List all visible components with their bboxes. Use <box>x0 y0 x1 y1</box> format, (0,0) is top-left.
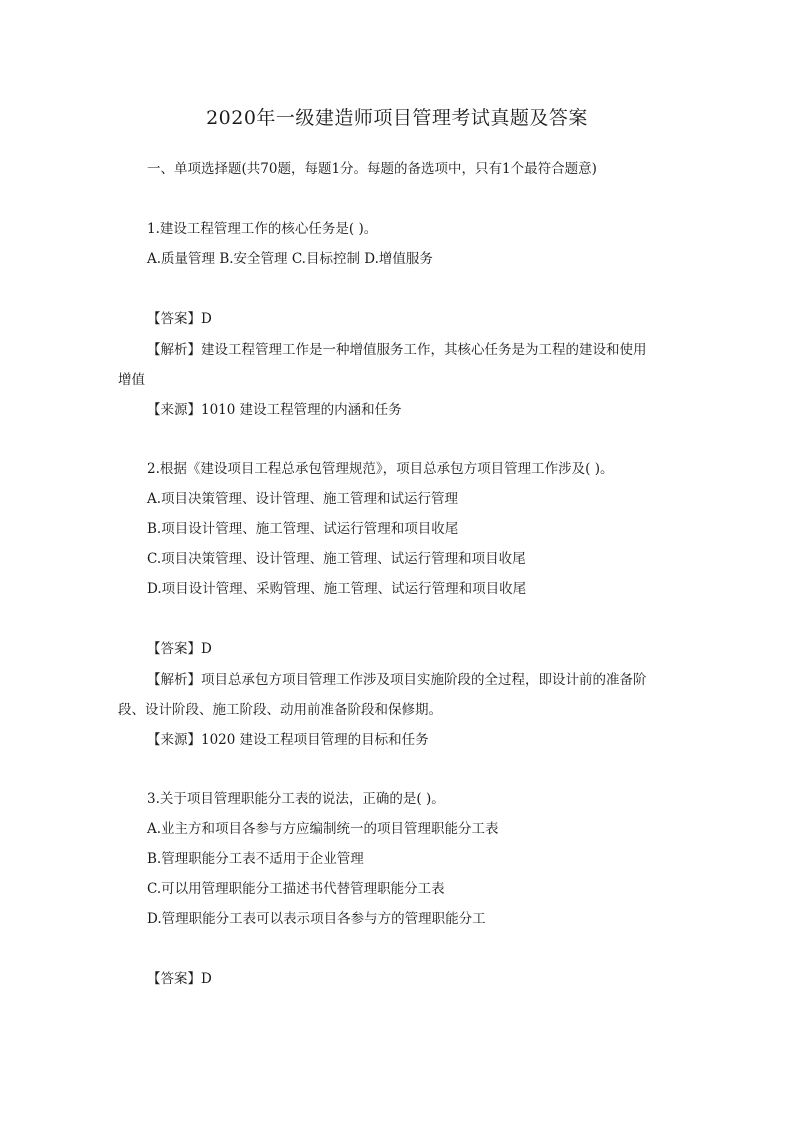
option-c: C.项目决策管理、设计管理、施工管理、试运行管理和项目收尾 <box>147 551 526 567</box>
source-line: 【来源】1010 建设工程管理的内涵和任务 <box>147 402 402 418</box>
question-stem: 3.关于项目管理职能分工表的说法，正确的是( )。 <box>147 791 445 807</box>
question-stem: 1.建设工程管理工作的核心任务是( )。 <box>147 221 378 237</box>
analysis-line: 【解析】项目总承包方项目管理工作涉及项目实施阶段的全过程，即设计前的准备阶 <box>147 672 647 688</box>
option-c: C.可以用管理职能分工描述书代替管理职能分工表 <box>147 881 445 897</box>
option-b: B.管理职能分工表不适用于企业管理 <box>147 851 364 867</box>
source-line: 【来源】1020 建设工程项目管理的目标和任务 <box>147 732 429 748</box>
analysis-line: 【解析】建设工程管理工作是一种增值服务工作，其核心任务是为工程的建设和使用 <box>147 342 647 358</box>
question-options: A.质量管理 B.安全管理 C.目标控制 D.增值服务 <box>147 251 433 267</box>
option-b: B.项目设计管理、施工管理、试运行管理和项目收尾 <box>147 521 459 537</box>
option-d: D.管理职能分工表可以表示项目各参与方的管理职能分工 <box>147 911 486 927</box>
answer-line: 【答案】D <box>147 311 212 327</box>
section-heading: 一、单项选择题(共70题，每题1分。每题的备选项中，只有1个最符合题意) <box>147 161 597 177</box>
answer-line: 【答案】D <box>147 641 212 657</box>
option-a: A.项目决策管理、设计管理、施工管理和试运行管理 <box>147 491 459 507</box>
document-title: 2020年一级建造师项目管理考试真题及答案 <box>206 107 588 129</box>
question-stem: 2.根据《建设项目工程总承包管理规范》，项目总承包方项目管理工作涉及( )。 <box>147 461 614 477</box>
analysis-continuation: 段、设计阶段、施工阶段、动用前准备阶段和保修期。 <box>118 702 442 718</box>
analysis-continuation: 增值 <box>118 372 145 388</box>
option-d: D.项目设计管理、采购管理、施工管理、试运行管理和项目收尾 <box>147 581 527 597</box>
answer-line: 【答案】D <box>147 971 212 987</box>
option-a: A.业主方和项目各参与方应编制统一的项目管理职能分工表 <box>147 821 499 837</box>
